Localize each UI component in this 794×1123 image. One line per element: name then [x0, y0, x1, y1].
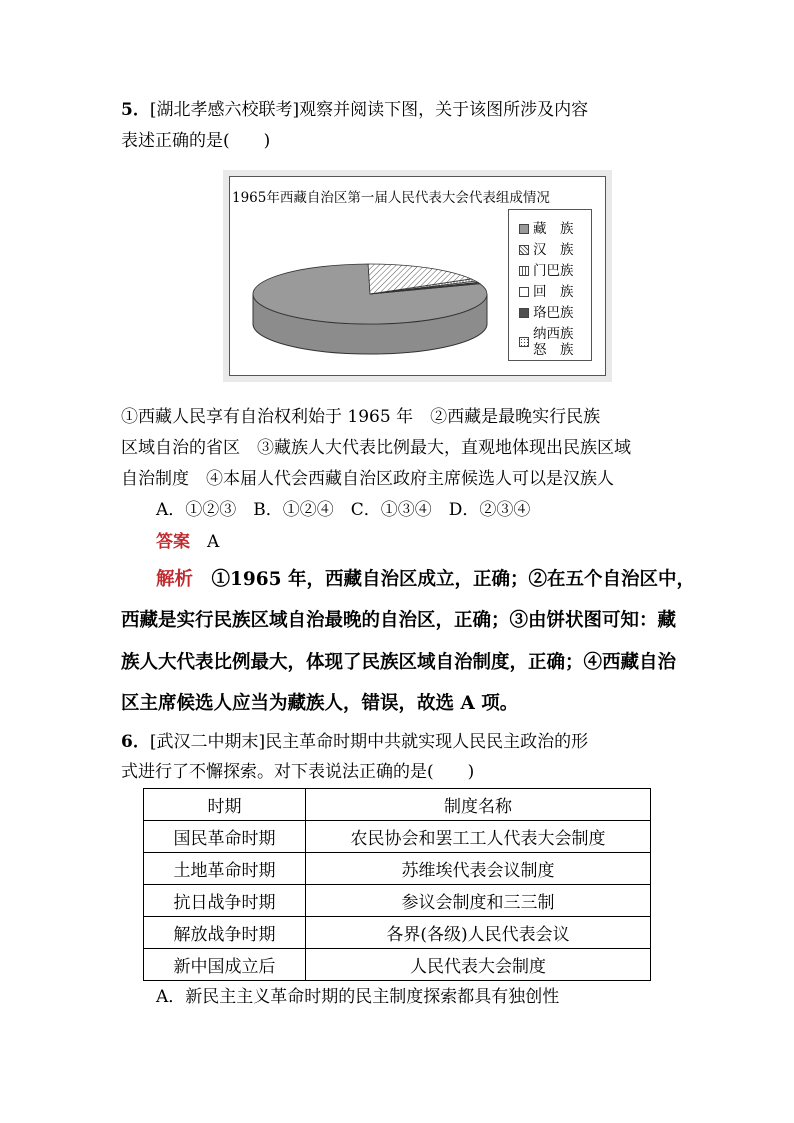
q6-source: [武汉二中期末] [149, 732, 266, 752]
chart-legend [508, 209, 592, 361]
legend-item-hui [519, 280, 574, 300]
q5-number: 5． [121, 100, 150, 120]
q5-stem-line2: 表述正确的是( ) [121, 131, 271, 151]
legend-item-menba [519, 259, 574, 279]
q5-statement-line1: ①西藏人民享有自治权利始于 1965 年 ②西藏是最晚实行民族 [121, 407, 601, 427]
q6-stem-line2: 式进行了不懈探索。对下表说法正确的是( ) [121, 762, 475, 782]
legend-label: 门巴族 [533, 263, 574, 279]
q6-number: 6． [121, 732, 150, 752]
answer-label: 答案 [156, 532, 190, 552]
table-cell-period: 新中国成立后 [144, 949, 306, 981]
legend-label: 汉 族 [533, 242, 574, 258]
q6-stem-text: 民主革命时期中共就实现人民民主政治的形 [265, 732, 589, 752]
q5-analysis-line1 [156, 565, 695, 591]
q5-statement-line3: 自治制度 ④本届人代会西藏自治区政府主席候选人可以是汉族人 [121, 469, 614, 489]
q5-analysis-line3: 族人大代表比例最大，体现了民族区域自治制度，正确；④西藏自治 [121, 652, 677, 673]
legend-item-zang [519, 217, 574, 237]
chart-title: 1965年西藏自治区第一届人民代表大会代表组成情况 [232, 190, 550, 206]
swatch-icon [519, 224, 529, 234]
q5-source: [湖北孝感六校联考] [149, 100, 300, 120]
table-cell-system: 各界(各级)人民代表会议 [306, 917, 651, 949]
pie-chart [240, 240, 505, 360]
legend-item-han [519, 238, 574, 258]
table-row [144, 885, 651, 917]
analysis-label: 解析 [156, 569, 194, 590]
q5-analysis-line2: 西藏是实行民族区域自治最晚的自治区，正确；③由饼状图可知：藏 [121, 610, 677, 631]
q6-table [143, 788, 651, 981]
table-cell-period: 国民革命时期 [144, 821, 306, 853]
table-cell-period: 土地革命时期 [144, 853, 306, 885]
legend-item-nu [519, 338, 574, 358]
table-row [144, 821, 651, 853]
table-header-row [144, 789, 651, 821]
q5-analysis-line4: 区主席候选人应当为藏族人，错误，故选 A 项。 [121, 693, 519, 714]
legend-label: 回 族 [533, 284, 574, 300]
table-row [144, 949, 651, 981]
swatch-icon [519, 337, 529, 347]
answer-value: A [207, 532, 220, 552]
legend-label: 怒 族 [533, 342, 574, 358]
swatch-icon [519, 308, 529, 318]
table-cell-period: 解放战争时期 [144, 917, 306, 949]
legend-label: 藏 族 [533, 221, 574, 237]
swatch-icon [519, 287, 529, 297]
q6-option-a: A．新民主主义革命时期的民主制度探索都具有独创性 [156, 987, 560, 1007]
q6-stem-line1 [121, 730, 588, 754]
q5-answer [156, 530, 219, 554]
swatch-icon [519, 245, 529, 255]
legend-item-luoba [519, 301, 574, 321]
q5-options: A．①②③ B．①②④ C．①③④ D．②③④ [156, 500, 531, 520]
q5-statement-line2: 区域自治的省区 ③藏族人大代表比例最大，直观地体现出民族区域 [121, 438, 631, 458]
table-header-cell: 制度名称 [306, 789, 651, 821]
table-cell-system: 农民协会和罢工工人代表大会制度 [306, 821, 651, 853]
table-cell-period: 抗日战争时期 [144, 885, 306, 917]
legend-label: 纳西族 [533, 326, 574, 342]
legend-label: 珞巴族 [533, 305, 574, 321]
analysis-text: ①1965 年，西藏自治区成立，正确；②在五个自治区中， [211, 569, 695, 590]
table-header-cell: 时期 [144, 789, 306, 821]
table-cell-system: 苏维埃代表会议制度 [306, 853, 651, 885]
table-row [144, 917, 651, 949]
q5-stem-line1 [121, 98, 588, 122]
table-cell-system: 人民代表大会制度 [306, 949, 651, 981]
table-cell-system: 参议会制度和三三制 [306, 885, 651, 917]
swatch-icon [519, 266, 529, 276]
q5-stem-text: 观察并阅读下图，关于该图所涉及内容 [299, 100, 589, 120]
table-row [144, 853, 651, 885]
